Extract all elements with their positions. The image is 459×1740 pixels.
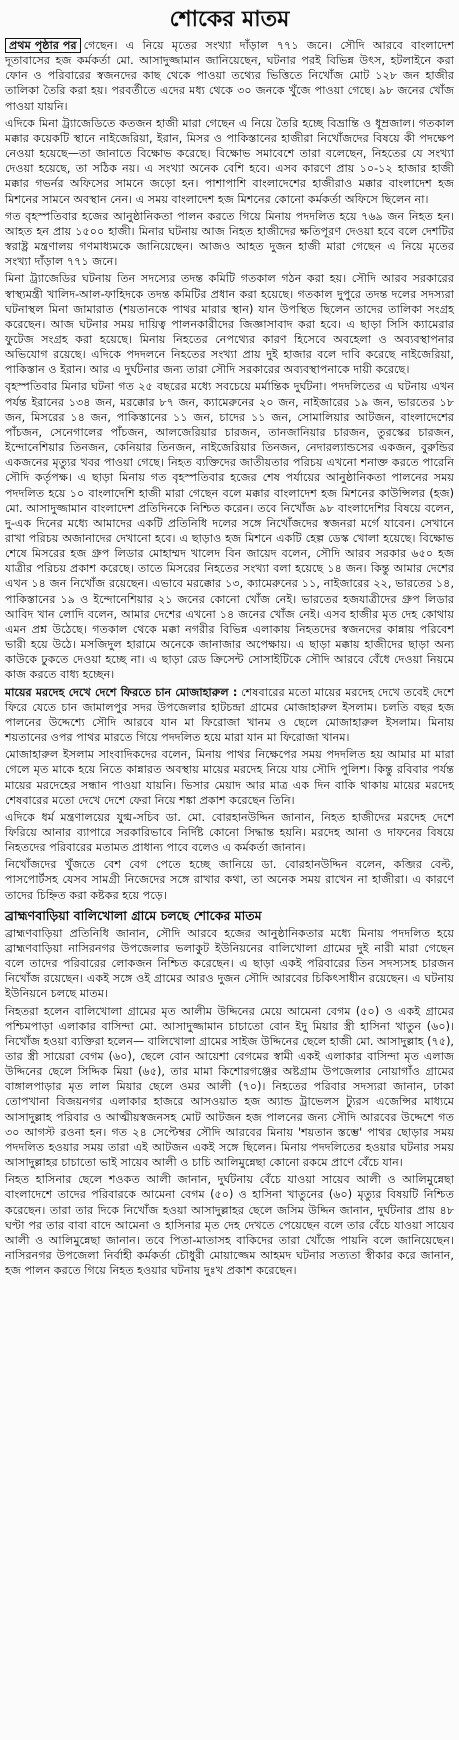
article-paragraph: এদিকে ধর্ম মন্ত্রণালয়ের যুগ্ম-সচিব ডা. মো. বোরহানউদ্দিন জানান, নিহত হাজীদের মরদেহ দেশে ফিরিয়ে আনার ব্যাপারে সরকারিভাবে নির্দিষ্ট কোনো সিদ্ধান্ত হয়নি। মরদেহ আনা ও দাফনের বিষয়ে নিহতদের পরিবারের মতামত প্রাধান্য পাবে বলেও এ কর্মকর্তা জানান।	[5, 810, 454, 855]
continued-tag: প্রথম পৃষ্ঠার পর	[5, 38, 81, 53]
article-paragraph: গত বৃহস্পতিবার হজের আনুষ্ঠানিকতা পালন করতে গিয়ে মিনায় পদদলিত হয়ে ৭৬৯ জন নিহত হন। আহত হন প্রায় ১৫০০ হাজী। মিনার ঘটনায় আজ নিহত হাজীদের ক্ষতিপূরণ দেওয়া হবে বলে দেশটির স্বরাষ্ট্র মন্ত্রণালয় গণমাধ্যমকে জানিয়েছেন। আজও আহত দুজন হাজী মারা গেছেন এ নিয়ে মৃতের সংখ্যা দাঁড়াল ৭৭১ জনে।	[5, 209, 454, 269]
paragraph-text: গেছেন। এ নিয়ে মৃতের সংখ্যা দাঁড়াল ৭৭১ জনে। সৌদি আরবে বাংলাদেশ দূতাবাসের হজ কর্মকর্তা মো. আসাদুজ্জামান জানিয়েছেন, ঘটনার পরই বিভিন্ন উৎস, হটলাইনে করা ফোন ও পরিবারের স্বজনদের কাছ থেকে পাওয়া তথ্যের ভিত্তিতে নিখোঁজ মোট ১২৮ জন হাজীর তালিকা তৈরি করা হয়। পরবর্তীতে এদের মধ্য থেকে ৩০ জনকে খুঁজে পাওয়া গেছে। ৯৮ জনের খোঁজ পাওয়া যায়নি।	[5, 39, 454, 113]
paragraph-text: শেষবারের মতো মায়ের মরদেহ দেখে তবেই দেশে ফিরে যেতে চান জামালপুর সদর উপজেলার হাটচন্দ্রা গ্রামের মোজাহারুল ইসলাম। চলতি বছর হজ পালনের উদ্দেশ্যে সৌদি আরবে যান মা ফিরোজা খানম ও ছেলে মোজাহারুল ইসলাম। মিনায় শয়তানের ওপর পাথর মারতে গিয়ে পদদলিত হয়ে মারা যান মা ফিরোজা খানম।	[5, 685, 455, 745]
article-paragraph: মোজাহারুল ইসলাম সাংবাদিকদের বলেন, মিনায় পাথর নিক্ষেপের সময় পদদলিত হয় আমার মা মারা গেলে মৃত মাকে হয়ে নিতে কান্নারত অবস্থায় মায়ের মরদেহ নিয়ে যায় সৌদি পুলিশ। কিন্তু রবিবার পর্যন্ত মায়ের মরদেহের সন্ধান পাওয়া যায়নি। ভিসার মেয়াদ আর মাত্র এক দিন বাকি থাকায় মায়ের মরদেহ শেষবারের মতো দেখে দেশে ফেরা নিয়ে শঙ্কা প্রকাশ করেছেন তিনি।	[5, 748, 454, 807]
article-paragraph	[5, 38, 454, 114]
article-paragraph: নিহতরা হলেন বালিখোলা গ্রামের মৃত আলীম উদ্দিনের মেয়ে আমেনা বেগম (৫০) ও একই গ্রামের পশ্চিমপাড়া এলাকার বাসিন্দা মো. আসাদুজ্জামান চাচাতো বোন ইদু মিয়ার স্ত্রী হাসিনা খাতুন (৬০)। নিখোঁজ হওয়া ব্যক্তিরা হলেন— বালিখোলা গ্রামের সাইজ উদ্দিনের ছেলে হাজী মো. আসাদুল্লাহ (৭৫), তার স্ত্রী সায়েরা বেগম (৬০), ছেলে বোন আয়েশা বেগমের স্বামী একই এলাকার বাসিন্দা মৃত এলাজ উদ্দিনের ছেলে সিদ্দিক মিয়া (৬৫), তার মামা কিশোরগঞ্জের অষ্টগ্রাম উপজেলার নোয়াগাঁও গ্রামের বাঙ্গালপাড়ার মৃত লাল মিয়ার ছেলে ওমর আলী (৭০)। নিহতের পরিবার সদস্যরা জানান, ঢাকা তোপখানা বিজয়নগর এলাকার হাজরে আসওয়াত হজ অ্যান্ড ট্রাভেলস ট্যুরস এজেন্সির মাধ্যমে আসাদুল্লাহ পরিবার ও আত্মীয়স্বজনসহ মোট আটজন হজ পালনের জন্য সৌদি আরবের উদ্দেশে গত ৩০ আগস্ট রওনা হন। গত ২৪ সেপ্টেম্বর সৌদি আরবের মিনায় 'শয়তান স্তম্ভে' পাথর ছোড়ার সময় পদদলিত হওয়ার সময় তারা এই আটজন একই সঙ্গে ছিলেন। মিনায় পদদলিতের হওয়ার ঘটনার সময় আসাদুল্লাহর চাচাতো ভাই সায়েব আলী ও চাচি আলিমুন্নেছা কোনো রকমে প্রাণে বেঁচে যান।	[5, 1004, 454, 1170]
article-paragraph: নিখোঁজদের খুঁজতে বেশ বেগ পেতে হচ্ছে জানিয়ে ডা. বোরহানউদ্দিন বলেন, কব্জির বেল্ট, পাসপোর্টসহ যেসব সামগ্রী নিজেদের সঙ্গে রাখার কথা, তা অনেক সময় রাখেন না হাজীরা। এ কারণে তাদের চিহ্নিত করা কষ্টকর হয়ে পড়ে।	[5, 858, 454, 902]
section-lead-paragraph	[5, 685, 454, 746]
article-paragraph: নিহত হাসিনার ছেলে শওকত আলী জানান, দুর্ঘটনায় বেঁচে যাওয়া সায়েব আলী ও আলিমুন্নেছা বাংলাদেশে তাদের পরিবারকে আমেনা বেগম (৫০) ও হাসিনা খাতুনের (৬০) মৃত্যুর বিষয়টি নিশ্চিত করেছেন। তারা তার দিকে নিখোঁজ হওয়া আসাদুল্লাহর ছেলে জসিম উদ্দিন জানান, দুর্ঘটনার প্রায় ৪৮ ঘণ্টা পর তার বাবা বাদে আমেনা ও হাসিনার মৃত দেহ দেখতে পেয়েছেন বলে তার বেঁচে যাওয়া সায়েব আলী ও আলিমুন্নেছা জানান। তবে পিতা-মাতাসহ বাকিদের তারা খোঁজে পায়নি বলে জানিয়েছেন। নাসিরনগর উপজেলা নির্বাহী কর্মকর্তা চৌধুরী মোয়াজ্জেম আহমদ ঘটনার সত্যতা স্বীকার করে জানান, হজ পালন করতে গিয়ে নিহত হওয়ার ঘটনায় দুঃখ প্রকাশ করেছেন।	[5, 1173, 454, 1278]
section-heading-mozaharul: মায়ের মরদেহ দেখে দেশে ফিরতে চান মোজাহারুল :	[5, 685, 238, 699]
section-heading-brahmanbaria: ব্রাহ্মণবাড়িয়া বালিখোলা গ্রামে চলছে শোকের মাতম	[5, 907, 262, 923]
article-paragraph: মিনা ট্র্যাজেডির ঘটনায় তিন সদস্যের তদন্ত কমিটি গতকাল গঠন করা হয়। সৌদি আরব সরকারের স্বাস্থ্যমন্ত্রী খালিদ-আল-ফাহিদকে তদন্ত কমিটির প্রধান করা হয়েছে। গতকাল দুপুরে তদন্ত দলের সদস্যরা ঘটনাস্থল মিনা জামারাত (শয়তানকে পাথর মারার স্থান) যান উপস্থিত ছিলেন তাদের তালিকা সংগ্রহ করেছেন। আজ ঘটনার সময় দায়িত্ব পালনকারীদের জিজ্ঞাসাবাদ করা হবে। এ ছাড়া সিসি ক্যামেরার ফুটেজ সংগ্রহ করা হয়েছে। মিনায় নিহতের নেপথ্যের কারণ হিসেবে অবহেলা ও অব্যবস্থাপনার অভিযোগ রয়েছে। এদিকে পদদলনে নিহতের সংখ্যা প্রায় দুই হাজার বলে দাবি করেছে নাইজেরিয়া, পাকিস্তান ও ইরান। আর এ দুর্ঘটনার জন্য তারা সৌদি সরকারের অব্যবস্থাপনাকে দায়ী করেছে।	[5, 272, 454, 377]
article-paragraph: বৃহস্পতিবার মিনার ঘটনা গত ২৫ বছরের মধ্যে সবচেয়ে মর্মান্তিক দুর্ঘটনা। পদদলিতের এ ঘটনায় এখন পর্যন্ত ইরানের ১৩৪ জন, মরক্কোর ৮৭ জন, ক্যামেরুনের ২০ জন, নাইজারের ১৯ জন, ভারতের ১৮ জন, মিসরের ১৪ জন, পাকিস্তানের ১১ জন, চাদের ১১ জন, সোমালিয়ার আটজন, বাংলাদেশের পাঁচজন, সেনেগালের পাঁচজন, আলজেরিয়ার চারজন, তানজানিয়ার চারজন, তুরস্কের চারজন, ইন্দোনেশিয়ার তিনজন, কেনিয়ার তিনজন, নাইজেরিয়ার তিনজন, নেদারল্যান্ডসের একজন, বুরুন্ডির একজনের মৃত্যুর খবর পাওয়া গেছে। নিহত ব্যক্তিদের জাতীয়তার পরিচয় এখনো শনাক্ত করতে পারেনি সৌদি কর্তৃপক্ষ। এ ছাড়া মিনায় গত বৃহস্পতিবার হজের শেষ পর্যায়ের আনুষ্ঠানিকতা পালনের সময় পদদলিত হয়ে ১০ বাংলাদেশি হাজী মারা গেছেন বলে মক্কার বাংলাদেশ হজ মিশনের কাউন্সিলর (হজ) মো. আসাদুজ্জামান বাংলাদেশ প্রতিদিনকে নিশ্চিত করেন। তবে নিখোঁজ ৯৮ বাংলাদেশির বিষয়ে বলেন, দু-এক দিনের মধ্যে আমাদের একটি প্রতিনিধি দলের সঙ্গে নিখোঁজদের স্বজনরা মর্গে যাবেন। সেখানে রাখা পরিচয় অজানাদের দেখানো হবে। এ ছাড়াও হজ মিশনে একটি হেল্প ডেস্ক খোলা হয়েছে। বিক্ষোভ শেষে মিসরের হজ গ্রুপ লিডার মোহাম্মদ খালেদ বিন জায়েদ বলেন, সৌদি আরব সরকার ৬৫০ হজ যাত্রীর পরিচয় প্রকাশ করেছে। তাতে মিসরের নিহতের সংখ্যা বলা হয়েছে ১৪ জন। কিন্তু আমার দেশের এখন ১৪ জন নিখোঁজ রয়েছেন। এভাবে মরক্কোর ১৩, ক্যামেরুনের ১১, নাইজারের ২২, ভারতের ১৪, পাকিস্তানের ১৯ ও ইন্দোনেশিয়ার ২১ জনের কোনো খোঁজ নেই। ভারতের হজযাত্রীদের গ্রুপ লিডার আবিদ খান লোদি বলেন, আমার দেশের এখনো ১৪ জনের খোঁজ নেই। এসব হাজীর মৃত দেহ কোথায় এমন প্রশ্ন উঠেছে। গতকাল থেকে মক্কা নগরীর বিভিন্ন এলাকায় নিহতদের স্বজনদের কান্নায় পরিবেশ ভারী হয়ে উঠে। মসজিদুল হারামে অনেকে জানাজার অপেক্ষায়। এ ছাড়া মক্কায় হাজীদের ছাড়া অন্য কাউকে ঢুকতে দেওয়া হচ্ছে না। এ ছাড়া রেড ক্রিসেন্ট সোসাইটিকে সৌদি আরবে বেঁধে দেওয়া নিয়মে কাজ করতে বাধ্য হচ্ছেন।	[5, 380, 454, 682]
article-paragraph: ব্রাহ্মণবাড়িয়া প্রতিনিধি জানান, সৌদি আরবে হজের আনুষ্ঠানিকতার মধ্যে মিনায় পদদলিত হয়ে ব্রাহ্মণবাড়িয়া নাসিরনগর উপজেলার ভলাকুট ইউনিয়নের বালিখোলা গ্রামের দুই নারী মারা গেছেন বলে তাদের পরিবারের লোকজন নিশ্চিত করেছেন। এ ছাড়া একই পরিবারের তিন সদস্যসহ চারজন নিখোঁজ রয়েছেন। একই সঙ্গে ওই গ্রামের আরও দুজন সৌদি আরবের চিকিৎসাধীন রয়েছেন। এ ঘটনায় ইউনিয়নে চলছে মাতম।	[5, 926, 454, 1001]
article-title: শোকের মাতম	[169, 6, 290, 32]
article-paragraph: এদিকে মিনা ট্র্যাজেডিতে কতজন হাজী মারা গেছেন এ নিয়ে তৈরি হচ্ছে বিভ্রান্তি ও ধূম্রজাল। গতকাল মক্কার কয়েকটি স্থানে নাইজেরিয়া, ইরান, মিসর ও পাকিস্তানের হাজীরা নিখোঁজদের বিষয়ে কী পদক্ষেপ নেওয়া হয়েছে—তা জানাতে বিক্ষোভ করেছে। বিক্ষোভ সমাবেশে তারা বলেছেন, নিহতের যে সংখ্যা দেওয়া হয়েছে, তা সঠিক নয়। এ সংখ্যা অনেক বেশি হবে। এসব কারণে প্রায় ১০-১২ হাজার হাজী মক্কার গভর্নর অফিসের সামনে জড়ো হন। পাশাপাশি বাংলাদেশের হাজীরাও মক্কার বাংলাদেশ হজ মিশনের সামনে অবস্থান নেন। এ সময় বাংলাদেশ হজ মিশনের কোনো কর্মকর্তা অফিসে ছিলেন না।	[5, 116, 454, 206]
